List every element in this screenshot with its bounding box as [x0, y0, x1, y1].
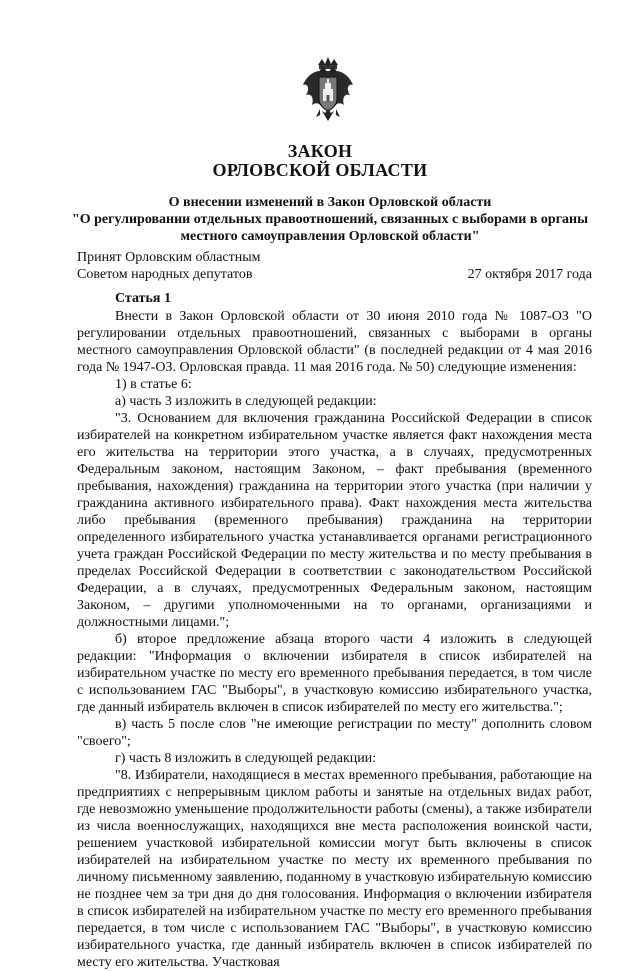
article-heading: Статья 1 [115, 291, 171, 306]
law-title: ЗАКОН [287, 141, 353, 161]
law-body [77, 287, 592, 971]
region-title: ОРЛОВСКОЙ ОБЛАСТИ [212, 160, 428, 180]
coat-of-arms-icon [300, 55, 356, 131]
adoption-line: Советом народных депутатов [77, 267, 253, 282]
subtitle-line: "О регулировании отдельных правоотношений, связанных с выборами в органы [71, 212, 589, 227]
adoption-line: Принят Орловским областным [77, 250, 261, 265]
body-paragraph: в) часть 5 после слов "не имеющие регистрации по месту" дополнить словом "своего"; [77, 717, 592, 749]
body-paragraph: г) часть 8 изложить в следующей редакции: [115, 751, 377, 766]
adoption-date: 27 октября 2017 года [467, 267, 592, 282]
law-subtitle [70, 194, 590, 245]
subtitle-line: О внесении изменений в Закон Орловской области [168, 195, 492, 210]
subtitle-line: местного самоуправления Орловской области" [180, 229, 480, 244]
body-paragraph: 1) в статье 6: [115, 377, 192, 392]
body-paragraph: "8. Избиратели, находящиеся в местах временного пребывания, работающие на предприятиях с непрерывным циклом работы и занятые на отдельных видах работ, где невозможно уменьшение продолжительности работы (смены), а также избиратели из числа военнослужащих, находящихся вне места расположения воинской части, решением участковой избирательной комиссии могут быть включены в список избирателей на избирательном участке по месту их временного пребывания по личному письменному заявлению, поданному в участковую избирательную комиссию не позднее чем за три дня до дня голосования. Информация о включении избирателя в список избирателей на избирательном участке по месту его временного пребывания передается, в том числе с использованием ГАС "Выборы", в участковую комиссию избирательного участка, где данный избиратель включен в список избирателей по месту его жительства. Участковая [77, 768, 592, 970]
body-paragraph: "3. Основанием для включения гражданина Российской Федерации в список избирателей на конкретном избирательном участке является факт нахождения места его жительства на территории этого участка, а в случаях, предусмотренных Федеральным законом, настоящим Законом, – факт пребывания (временного пребывания, нахождения) гражданина на территории этого участка (при наличии у гражданина активного избирательного права). Факт нахождения места жительства либо пребывания (временного пребывания) гражданина на территории определенного избирательного участка устанавливается органами регистрационного учета граждан Российской Федерации по месту жительства и по месту пребывания в пределах Российской Федерации в соответствии с законодательством Российской Федерации, а в случаях, предусмотренных Федеральным законом, настоящим Законом, – другими уполномоченными на то органами, организациями и должностными лицами."; [77, 411, 592, 630]
body-paragraph: Внести в Закон Орловской области от 30 июня 2010 года № 1087-ОЗ "О регулировании отдельных правоотношений, связанных с выборами в органы местного самоуправления Орловской области" (в последней редакции от 4 мая 2016 года № 1947-ОЗ. Орловская правда. 11 мая 2016 года. № 50) следующие изменения: [77, 309, 592, 375]
body-paragraph: б) второе предложение абзаца второго части 4 изложить в следующей редакции: "Информация о включении избирателя в список избирателей на избирательном участке по месту его временного пребывания передается, в том числе с использованием ГАС "Выборы", в участковую комиссию избирательного участка, где данный избиратель включен в список избирателей по месту его жительства."; [77, 632, 592, 715]
adoption-authority [77, 249, 261, 283]
body-paragraph: а) часть 3 изложить в следующей редакции: [115, 394, 377, 409]
